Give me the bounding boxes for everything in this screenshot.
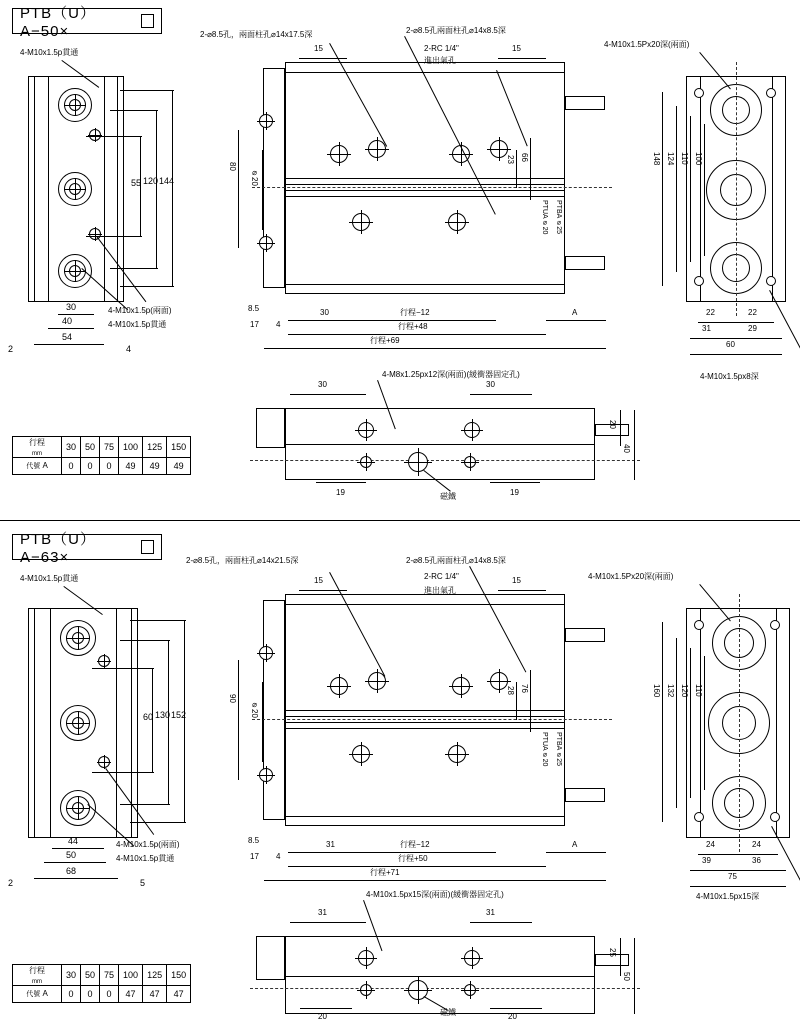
a50-dim-4b: 4 [276, 320, 281, 329]
a50-right-bottom-note-leader [769, 290, 800, 372]
a63-dim-d20-line [262, 682, 263, 762]
a50-dim-80: 80 [228, 162, 237, 171]
title-square-a63 [141, 540, 154, 554]
a50-bottom-hole-3-cross [357, 453, 375, 471]
a63-dim-50-label: 50 [66, 850, 77, 860]
a63-ext-130-top [120, 640, 170, 641]
a63-dim-75-line [690, 886, 786, 887]
a63-a-3: 47 [119, 986, 143, 1003]
a50-dim-120-label: 120 [143, 176, 159, 186]
a50-ext-144-bot [120, 286, 174, 287]
a50-dim-30f-line [288, 320, 352, 321]
a63-ext-130-bot [120, 804, 170, 805]
a63-dim-stroke-50-line [288, 866, 546, 867]
a50-bottom-cap [256, 408, 285, 448]
a50-a-5: 49 [167, 458, 191, 475]
a50-left-view-edge-a [48, 76, 49, 302]
a50-dim-54 [34, 344, 104, 345]
title-a63: PTB（U）A−63× [20, 531, 97, 566]
a63-front-centerline [252, 719, 612, 720]
a50-dim-54-label: 54 [62, 332, 73, 342]
a63-dim-2-label: 2 [8, 878, 14, 888]
a63-dim-68 [34, 878, 118, 879]
a50-front-mid-1 [285, 178, 565, 179]
a63-dim-68-label: 68 [66, 866, 77, 876]
a50-left-note2: 4-M10x1.5p貫通 [108, 320, 167, 329]
a63-dim-130-label: 130 [155, 710, 171, 720]
title-box-a63 [12, 531, 162, 566]
a63-dim-36-line [690, 870, 786, 871]
a63-a-5: 47 [167, 986, 191, 1003]
a63-dim-b31b-line [470, 922, 532, 923]
a63-dim-110r-line [704, 656, 705, 790]
a63-ptba: PTBA⌀25 [555, 732, 562, 767]
a50-ptba: PTBA⌀25 [555, 200, 562, 235]
title-box-a50 [12, 5, 162, 40]
a63-dim-d20: ⌀20 [250, 700, 259, 718]
a50-dim-22b: 22 [748, 308, 757, 317]
a63-note-top-left: 2-⌀8.5孔，兩面柱孔⌀14x21.5深 [186, 556, 299, 565]
a63-front-mid-2 [285, 716, 565, 717]
a63-dim-44-label: 44 [68, 836, 79, 846]
a63-left-tap-2-center [97, 755, 111, 769]
a63-dim-15-right: 15 [512, 576, 521, 585]
a63-spec-header-unit: mm [32, 979, 42, 985]
a63-bottom-hole-3-cross [357, 981, 375, 999]
a50-dim-A-line [546, 320, 606, 321]
a50-dim-55-label: 55 [131, 178, 142, 188]
a63-dim-b31a: 31 [318, 908, 327, 917]
a63-dim-31f-line [288, 852, 358, 853]
a50-dim-A: A [572, 308, 578, 317]
a63-ext-60-bot [92, 772, 154, 773]
a63-dim-152-label: 152 [171, 710, 187, 720]
a50-dim-b19a: 19 [336, 488, 345, 497]
a50-row-a-label [13, 458, 62, 475]
a50-a-4: 49 [143, 458, 167, 475]
a63-dim-76-line [530, 670, 531, 732]
a50-front-mid-2 [285, 184, 565, 185]
a50-dim-31: 31 [702, 324, 711, 333]
a63-dim-90: 90 [228, 694, 237, 703]
a50-col-0: 30 [62, 437, 81, 458]
a63-front-hole-2-cross [365, 669, 389, 693]
a50-bottom-centerline [250, 460, 640, 461]
a50-dim-144 [172, 90, 173, 286]
a63-dim-stroke-12-line [358, 852, 496, 853]
a50-front-hole-2-cross [365, 137, 389, 161]
a63-dim-24b: 24 [752, 840, 761, 849]
a63-left-tap-top-note: 4-M10x1.5p貫通 [20, 574, 79, 583]
a63-bottom-hole-1-cross [355, 947, 377, 969]
a50-front-bot-inner [285, 284, 565, 285]
a50-spec-header-unit: mm [32, 451, 42, 457]
a63-dim-75: 75 [728, 872, 737, 881]
a63-dim-90-line [238, 660, 239, 780]
a63-dim-24a: 24 [706, 840, 715, 849]
a63-dim-28-line [516, 682, 517, 720]
a50-bottom-inner [285, 444, 595, 445]
a50-ext-55-bot [86, 236, 142, 237]
a50-dim-110-line [690, 116, 691, 262]
a50-dim-17: 17 [250, 320, 259, 329]
a63-dim-132: 132 [666, 684, 675, 698]
a50-dim-stroke-69-line [264, 348, 606, 349]
a50-dim-b19a-line [316, 482, 366, 483]
a50-col-3: 100 [119, 437, 143, 458]
a63-front-mid-3 [285, 722, 565, 723]
a50-note-top-right: 2-⌀8.5孔兩面柱孔⌀14x8.5深 [406, 26, 506, 35]
a63-spec-header-row [13, 965, 191, 986]
a63-dim-b20b: 20 [508, 1012, 517, 1021]
a63-dim-stroke-71: 行程+71 [370, 868, 400, 877]
a63-col-2: 75 [100, 965, 119, 986]
a63-ext-60-top [92, 668, 154, 669]
a63-col-3: 100 [119, 965, 143, 986]
a50-front-rod2 [565, 256, 605, 270]
a63-spec-table [12, 964, 191, 1003]
a50-left-tap-top-note: 4-M10x1.5p貫通 [20, 48, 79, 57]
a50-right-inner-r [772, 76, 773, 302]
a63-dim-160: 160 [652, 684, 661, 698]
a63-left-view-edge-a [50, 608, 51, 838]
a50-dim-23: 23 [506, 155, 515, 164]
a50-dim-b30a-line [290, 394, 366, 395]
a50-spec-row-a [13, 458, 191, 475]
a50-note-port2: 進出氣孔 [424, 56, 456, 65]
a63-dim-b20a-line [300, 1008, 352, 1009]
a63-a-0: 0 [62, 986, 81, 1003]
a50-spec-corner [13, 437, 62, 458]
a50-left-boss-1-center [64, 94, 86, 116]
a63-dim-120r-line [690, 648, 691, 798]
a63-a-2: 0 [100, 986, 119, 1003]
a63-col-0: 30 [62, 965, 81, 986]
a50-dim-15-left: 15 [314, 44, 323, 53]
a63-ext-152-top [130, 620, 186, 621]
title-square-a50 [141, 14, 154, 28]
a63-front-top-inner [285, 604, 565, 605]
a50-spec-header-row [13, 437, 191, 458]
a50-left-note1: 4-M10x1.5p(兩面) [108, 306, 172, 315]
a50-front-mid-4 [285, 196, 565, 197]
a63-right-inner-l [700, 608, 701, 838]
a63-dim-A: A [572, 840, 578, 849]
a63-bottom-body [285, 936, 595, 1014]
a50-right-tap-tl [694, 88, 704, 98]
a63-front-hole-3-cross [449, 674, 473, 698]
a63-a-1: 0 [81, 986, 100, 1003]
a50-bottom-hole-4-cross [461, 453, 479, 471]
a50-a-3: 49 [119, 458, 143, 475]
a63-row-a-name: A [42, 989, 48, 998]
a50-bottom-note: 4-M8x1.25px12深(兩面)(緩衝器固定孔) [382, 370, 520, 379]
a50-dim-120 [156, 110, 157, 268]
a50-left-view-edge-b [104, 76, 105, 302]
a63-dim-160-line [662, 622, 663, 822]
a63-dim-stroke-12: 行程−12 [400, 840, 430, 849]
a63-right-tap-tr [770, 620, 780, 630]
a63-spec-row-a [13, 986, 191, 1003]
a63-magnet-note: 磁鐵 [440, 1008, 456, 1017]
a63-ext-152-bot [130, 822, 186, 823]
a63-dim-130 [168, 640, 169, 804]
a63-code-label: 代號 [26, 991, 41, 998]
a63-dim-b20a: 20 [318, 1012, 327, 1021]
a50-dim-29: 29 [748, 324, 757, 333]
a50-ext-120-bot [110, 268, 158, 269]
a63-col-1: 50 [81, 965, 100, 986]
a63-dim-b25-line [620, 938, 621, 976]
a50-dim-40-label: 40 [62, 316, 73, 326]
a50-front-top-inner [285, 72, 565, 73]
a50-dim-124-line [676, 106, 677, 272]
a63-right-tap-br [770, 812, 780, 822]
a63-dim-44 [52, 848, 104, 849]
a63-dim-b31b: 31 [486, 908, 495, 917]
a50-note-top-left: 2-⌀8.5孔，兩面柱孔⌀14x17.5深 [200, 30, 313, 39]
a63-dim-5-label: 5 [140, 878, 146, 888]
a50-dim-15-left-line [299, 58, 347, 59]
a63-dim-76: 76 [520, 684, 529, 693]
a50-spec-table [12, 436, 191, 475]
a50-right-note: 4-M10x1.5Px20深(兩面) [604, 40, 690, 49]
a63-front-bot-inner [285, 816, 565, 817]
a50-dim-110: 110 [680, 152, 689, 165]
a50-note-port: 2-RC 1/4" [424, 44, 459, 53]
a63-front-rod2 [565, 788, 605, 802]
title-a50: PTB（U）A−50× [20, 5, 97, 40]
a63-front-hole-5-cross [349, 742, 373, 766]
a50-right-inner-l [700, 76, 701, 302]
a63-dim-120r: 120 [680, 684, 689, 698]
a63-bottom-inner [285, 976, 595, 977]
a50-front-cap-hole-bot-cross [257, 234, 275, 252]
a63-left-boss-3-center [66, 796, 90, 820]
section-divider [0, 520, 800, 521]
a63-note-top-right: 2-⌀8.5孔兩面柱孔⌀14x8.5深 [406, 556, 506, 565]
a63-spec-header-label: 行程 [29, 966, 45, 975]
a50-dim-b30b-line [470, 394, 532, 395]
a63-left-boss-2-center [66, 711, 90, 735]
a63-right-inner-r [776, 608, 777, 838]
a63-spec-corner [13, 965, 62, 986]
a63-dim-85: 8.5 [248, 836, 260, 845]
a50-dim-4-label: 4 [126, 344, 132, 354]
a50-dim-144-label: 144 [159, 176, 175, 186]
a50-dim-80-line [238, 130, 239, 248]
a50-bottom-magnet-cross [404, 448, 432, 476]
a50-col-5: 150 [167, 437, 191, 458]
a50-dim-b40-line [634, 410, 635, 480]
a63-front-mid-1 [285, 710, 565, 711]
a50-right-bottom-note: 4-M10x1.5px8深 [700, 372, 759, 381]
a63-dim-stroke-71-line [264, 880, 606, 881]
a50-dim-b19b: 19 [510, 488, 519, 497]
a50-ext-120-top [110, 110, 158, 111]
a50-magnet-note: 磁鐵 [440, 492, 456, 501]
a50-front-cap-hole-top-cross [257, 112, 275, 130]
a63-dim-17: 17 [250, 852, 259, 861]
a50-dim-b19b-line [490, 482, 540, 483]
a63-dim-b50-line [634, 938, 635, 1014]
a63-dim-132-line [676, 638, 677, 808]
a50-dim-2-label: 2 [8, 344, 14, 354]
a63-dim-4b: 4 [276, 852, 281, 861]
a50-dim-15-right: 15 [512, 44, 521, 53]
a63-bottom-hole-2-cross [461, 947, 483, 969]
a50-dim-148: 148 [652, 152, 661, 166]
a63-dim-152 [184, 620, 185, 822]
a63-dim-b31a-line [290, 922, 366, 923]
a63-ptua: PTUA⌀20 [541, 732, 548, 767]
a50-dim-b30b: 30 [486, 380, 495, 389]
a50-dim-100-line [704, 124, 705, 256]
a50-dim-30-label: 30 [66, 302, 77, 312]
a63-left-note1: 4-M10x1.5p(兩面) [116, 840, 180, 849]
a50-dim-29-line [690, 338, 782, 339]
a50-dim-b30a: 30 [318, 380, 327, 389]
a50-left-boss-3-center [64, 260, 86, 282]
a63-front-hole-1-cross [327, 674, 351, 698]
a63-dim-b25: 25 [608, 948, 617, 957]
a50-col-2: 75 [100, 437, 119, 458]
a63-dim-36: 36 [752, 856, 761, 865]
a50-ext-55-top [86, 136, 142, 137]
a50-dim-b20: 20 [608, 420, 617, 429]
a50-dim-stroke-12-line [352, 320, 496, 321]
a63-dim-31f: 31 [326, 840, 335, 849]
a63-front-cap-hole-top-cross [257, 644, 275, 662]
a63-dim-15-left-line [299, 590, 347, 591]
a63-left-boss-1-center [66, 626, 90, 650]
a50-a-1: 0 [81, 458, 100, 475]
a63-bottom-hole-4-cross [461, 981, 479, 999]
a63-front-cap-hole-bot-cross [257, 766, 275, 784]
a50-dim-22-line [698, 322, 774, 323]
a50-front-hole-1-cross [327, 142, 351, 166]
a50-code-label: 代號 [26, 463, 41, 470]
a63-dim-39: 39 [702, 856, 711, 865]
a63-front-rod [565, 628, 605, 642]
a50-dim-22a: 22 [706, 308, 715, 317]
a63-row-a-label [13, 986, 62, 1003]
a50-dim-b40: 40 [622, 444, 631, 453]
a63-dim-60-label: 60 [143, 712, 154, 722]
a63-right-bottom-note: 4-M10x1.5px15深 [696, 892, 760, 901]
a63-bottom-note: 4-M10x1.5px15深(兩面)(緩衝器固定孔) [366, 890, 504, 899]
a63-dim-b50: 50 [622, 972, 631, 981]
a63-bottom-cap [256, 936, 285, 980]
a63-dim-A-line [546, 852, 606, 853]
a63-left-tap-1-center [97, 654, 111, 668]
a50-spec-header-label: 行程 [29, 438, 45, 447]
a63-right-centerline [739, 594, 740, 852]
a50-col-1: 50 [81, 437, 100, 458]
a50-dim-30 [58, 314, 94, 315]
a63-dim-15-left: 15 [314, 576, 323, 585]
a63-bottom-centerline [250, 988, 640, 989]
a50-front-left-cap [263, 68, 285, 288]
a50-front-hole-5-cross [349, 210, 373, 234]
a50-dim-66: 66 [520, 153, 529, 162]
a63-a-4: 47 [143, 986, 167, 1003]
a63-front-left-cap [263, 600, 285, 820]
a50-ext-144-top [120, 90, 174, 91]
a50-dim-60: 60 [726, 340, 735, 349]
a63-note-port: 2-RC 1/4" [424, 572, 459, 581]
a63-left-note2: 4-M10x1.5p貫通 [116, 854, 175, 863]
a50-right-tap-br [766, 276, 776, 286]
a50-right-tap-bl [694, 276, 704, 286]
a50-left-tap-1-center [88, 128, 102, 142]
a63-right-tap-bl [694, 812, 704, 822]
a63-right-tap-tl [694, 620, 704, 630]
a63-dim-28: 28 [506, 686, 515, 695]
a50-front-centerline [252, 187, 612, 188]
a63-note-port2: 進出氣孔 [424, 586, 456, 595]
a50-dim-23-line [516, 150, 517, 188]
a50-col-4: 125 [143, 437, 167, 458]
a50-a-0: 0 [62, 458, 81, 475]
a50-dim-100: 100 [694, 152, 703, 166]
a63-dim-110r: 110 [694, 684, 703, 697]
a50-row-a-name: A [42, 461, 48, 470]
a50-dim-60-line [690, 354, 782, 355]
a50-left-boss-2-center [64, 178, 86, 200]
a50-dim-stroke-12: 行程−12 [400, 308, 430, 317]
a50-a-2: 0 [100, 458, 119, 475]
a50-front-mid-3 [285, 190, 565, 191]
a50-front-hole-6-cross [445, 210, 469, 234]
a63-dim-stroke-50: 行程+50 [398, 854, 428, 863]
a63-col-5: 150 [167, 965, 191, 986]
a63-dim-15-right-line [498, 590, 546, 591]
a63-dim-24-line [698, 854, 778, 855]
a50-dim-15-right-line [498, 58, 546, 59]
a50-right-tap-tr [766, 88, 776, 98]
a50-ptua: PTUA⌀20 [541, 200, 548, 235]
a50-dim-stroke-48-line [288, 334, 546, 335]
a50-bottom-hole-2-cross [461, 419, 483, 441]
a50-dim-30f: 30 [320, 308, 329, 317]
a63-front-mid-4 [285, 728, 565, 729]
a50-bottom-hole-1-cross [355, 419, 377, 441]
a50-dim-stroke-48: 行程+48 [398, 322, 428, 331]
a63-col-4: 125 [143, 965, 167, 986]
a63-front-hole-6-cross [445, 742, 469, 766]
a50-dim-40 [48, 328, 94, 329]
a63-right-note: 4-M10x1.5Px20深(兩面) [588, 572, 674, 581]
a63-left-view-edge-b [116, 608, 117, 838]
a50-dim-124: 124 [666, 152, 675, 166]
a50-dim-d20: ⌀20 [250, 168, 259, 186]
a50-dim-d20-line [262, 150, 263, 230]
a50-dim-stroke-69: 行程+69 [370, 336, 400, 345]
a63-dim-50 [44, 862, 106, 863]
a50-dim-b20-line [620, 410, 621, 446]
a50-dim-85: 8.5 [248, 304, 260, 313]
a50-dim-148-line [662, 92, 663, 286]
a50-right-centerline [736, 62, 737, 316]
a63-dim-b20b-line [490, 1008, 542, 1009]
a50-front-rod [565, 96, 605, 110]
a50-dim-66-line [530, 138, 531, 200]
